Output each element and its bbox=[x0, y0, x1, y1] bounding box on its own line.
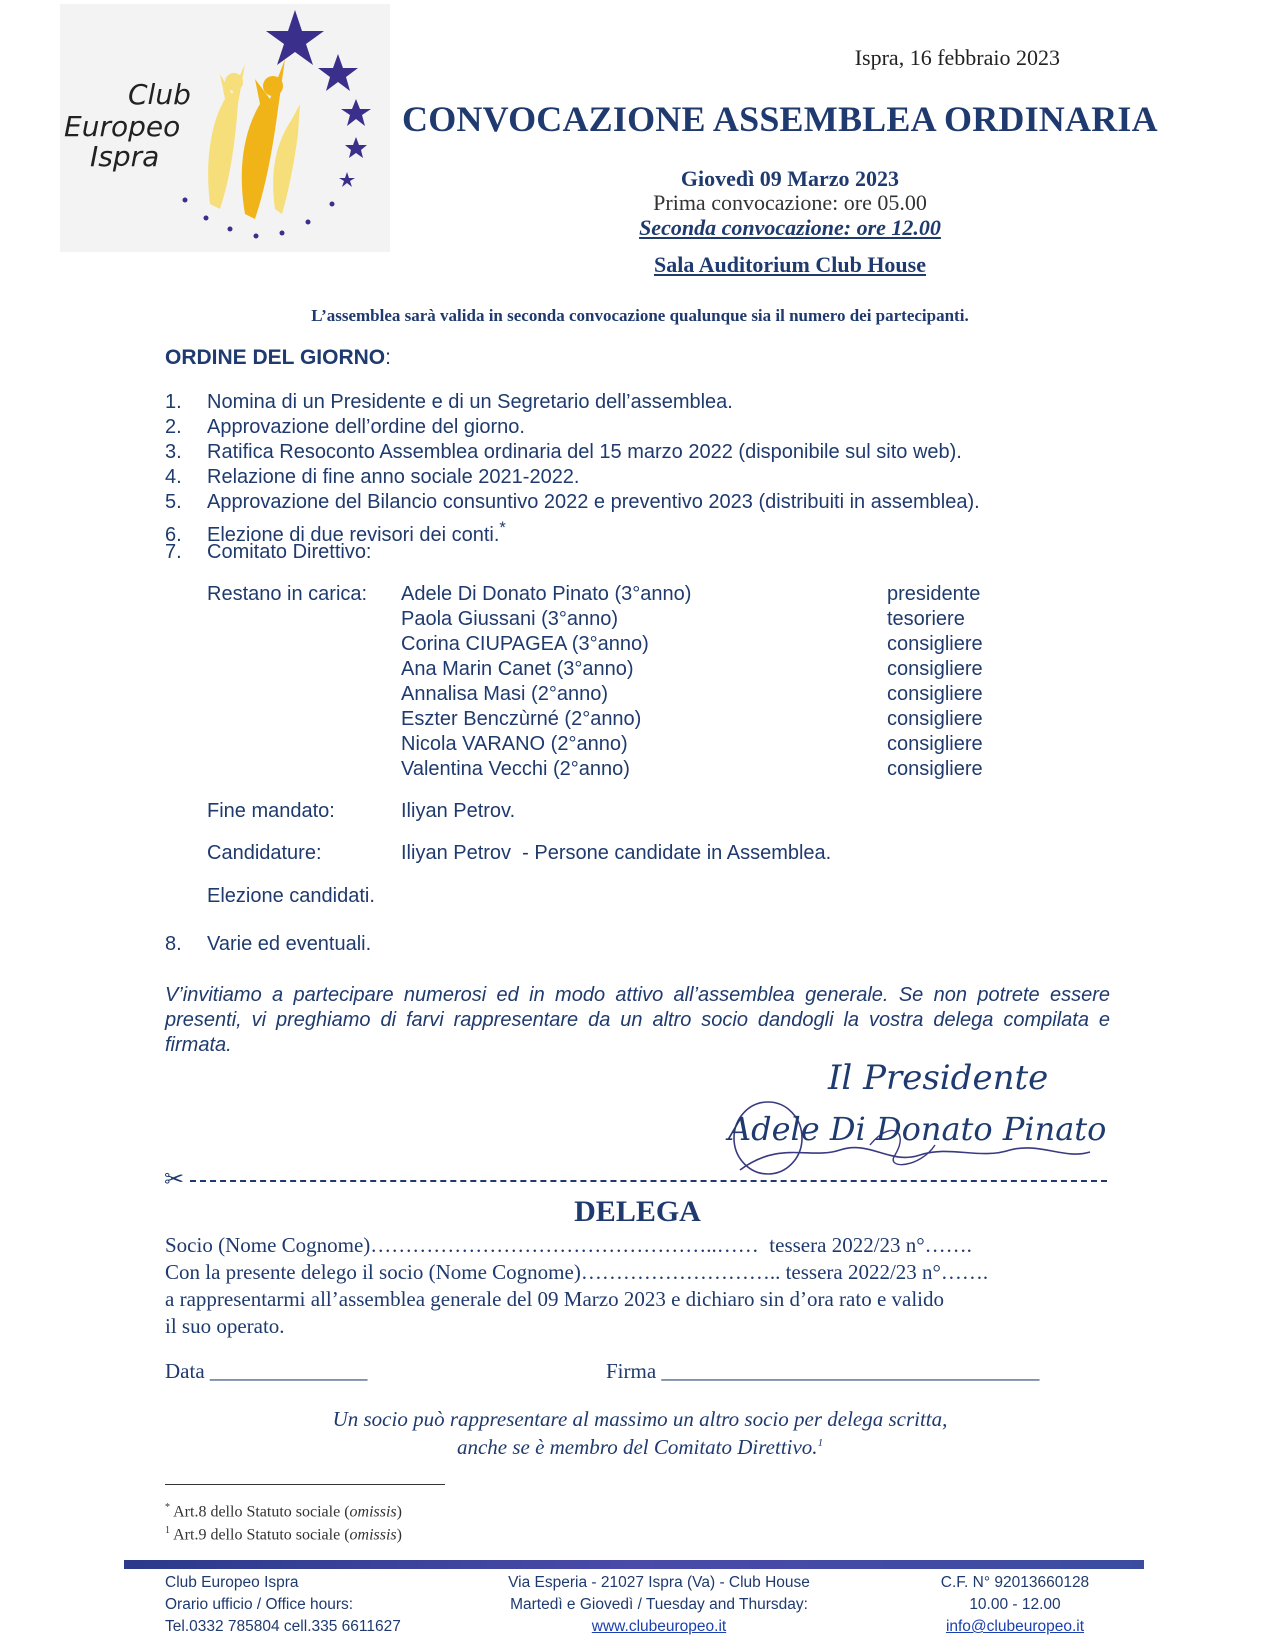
scissors-icon: ✂ bbox=[164, 1166, 185, 1193]
footnote-marker: * bbox=[499, 518, 506, 537]
agenda-item: 2. Approvazione dell’ordine del giorno. bbox=[165, 416, 525, 438]
footnote: * Art.8 dello Statuto sociale (omissis) bbox=[165, 1502, 402, 1521]
footer-address: Via Esperia - 21027 Ispra (Va) - Club House Martedì e Giovedì / Tuesday and Thursday: www.clubeuropeo.it bbox=[498, 1572, 820, 1638]
candidates-value: Iliyan Petrov - Persone candidate in Assemblea. bbox=[401, 842, 832, 864]
meeting-date: Giovedì 09 Marzo 2023 bbox=[680, 166, 900, 191]
delega-statement-end: il suo operato. bbox=[165, 1314, 285, 1338]
logo-text-ispra: Ispra bbox=[90, 140, 160, 173]
footnote-divider bbox=[165, 1484, 445, 1485]
delega-member-line: Socio (Nome Cognome)…………………………………………..…… tessera 2022/23 n°……. bbox=[165, 1233, 972, 1257]
agenda-item-8-number: 8. bbox=[165, 933, 182, 955]
agenda-heading: ORDINE DEL GIORNO: bbox=[165, 346, 391, 369]
agenda-item: 5. Approvazione del Bilancio consuntivo 2022 e preventivo 2023 (distribuiti in assemblea). bbox=[165, 491, 980, 513]
cut-line-divider bbox=[190, 1180, 1107, 1182]
footnote-marker: 1 bbox=[817, 1437, 824, 1449]
logo-star bbox=[341, 99, 371, 126]
footer-contact: Club Europeo Ispra Orario ufficio / Office hours: Tel.0332 785804 cell.335 6611627 bbox=[165, 1574, 401, 1635]
president-name: Adele Di Donato Pinato bbox=[728, 1110, 1107, 1148]
end-mandate-value: Iliyan Petrov. bbox=[401, 800, 516, 822]
date-field: Data _______________ bbox=[165, 1359, 368, 1383]
website-link[interactable]: www.clubeuropeo.it bbox=[591, 1618, 727, 1635]
board-row: Nicola VARANO (2°anno) consigliere bbox=[401, 733, 983, 755]
document-date: Ispra, 16 febbraio 2023 bbox=[854, 45, 1060, 70]
logo-star-large bbox=[266, 10, 324, 65]
proxy-note bbox=[240, 1407, 1040, 1459]
signature-field: Firma ____________________________________ bbox=[606, 1359, 1040, 1383]
agenda-item: 4. Relazione di fine anno sociale 2021-2022. bbox=[165, 466, 580, 488]
delega-proxy-line: Con la presente delego il socio (Nome Cognome)……………………….. tessera 2022/23 n°……. bbox=[165, 1260, 989, 1284]
footnote: $^1$ Art.9 dello Statuto sociale (omissis) bbox=[165, 1525, 402, 1544]
agenda-item: 3. Ratifica Resoconto Assemblea ordinaria del 15 marzo 2022 (disponibile sul sito web). bbox=[165, 441, 962, 463]
agenda-list bbox=[165, 390, 1145, 565]
second-call-time: Seconda convocazione: ore 12.00 bbox=[639, 215, 941, 240]
agenda-item-8-text: Varie ed eventuali. bbox=[207, 933, 372, 955]
board-members-table bbox=[207, 582, 1107, 782]
board-row: Eszter Benczùrné (2°anno) consigliere bbox=[401, 708, 983, 730]
validity-notice: L’assemblea sarà valida in seconda convocazione qualunque sia il numero dei partecipanti. bbox=[311, 306, 969, 325]
board-row: Paola Giussani (3°anno) tesoriere bbox=[401, 608, 965, 630]
candidates-label: Candidature: bbox=[207, 842, 322, 864]
agenda-item: 1. Nomina di un Presidente e di un Segretario dell’assemblea. bbox=[165, 391, 733, 413]
first-call-time: Prima convocazione: ore 05.00 bbox=[653, 190, 927, 215]
president-title: Il Presidente bbox=[828, 1058, 1049, 1098]
board-row: Ana Marin Canet (3°anno) consigliere bbox=[401, 658, 983, 680]
delega-heading: DELEGA bbox=[574, 1195, 701, 1228]
invitation-paragraph: V’invitiamo a partecipare numerosi ed in modo attivo all’assemblea generale. Se non potrete essere presenti, vi preghiamo di farvi rappresentare da un altro socio dandogli la vostra delega compilata e firmata. bbox=[165, 984, 1110, 1056]
board-row: Valentina Vecchi (2°anno) consigliere bbox=[401, 758, 983, 780]
logo-text-europeo: Europeo bbox=[64, 110, 181, 143]
board-row: Annalisa Masi (2°anno) consigliere bbox=[401, 683, 983, 705]
proxy-note-line1: Un socio può rappresentare al massimo un altro socio per delega scritta, bbox=[332, 1407, 948, 1431]
logo-text-club: Club bbox=[128, 78, 191, 111]
meeting-venue: Sala Auditorium Club House bbox=[653, 252, 926, 277]
agenda-item: 7. Comitato Direttivo: bbox=[165, 541, 372, 563]
footer-bar bbox=[124, 1560, 1144, 1569]
logo-star bbox=[345, 137, 367, 158]
email-link[interactable]: info@clubeuropeo.it bbox=[945, 1618, 1085, 1635]
footer-fiscal: C.F. N° 92013660128 10.00 - 12.00 info@clubeuropeo.it bbox=[930, 1572, 1100, 1638]
board-row: Restano in carica: Adele Di Donato Pinato (3°anno) presidente bbox=[207, 583, 981, 605]
page-title: CONVOCAZIONE ASSEMBLEA ORDINARIA bbox=[402, 99, 1158, 139]
board-label: Restano in carica: bbox=[207, 583, 368, 605]
end-mandate-label: Fine mandato: bbox=[207, 800, 335, 822]
agenda-item: 6. Elezione di due revisori dei conti.* bbox=[165, 518, 506, 546]
logo-star bbox=[318, 54, 358, 91]
proxy-note-line2: anche se è membro del Comitato Direttivo.$^1$ bbox=[456, 1435, 824, 1459]
club-logo bbox=[60, 4, 390, 252]
delega-statement-line: a rappresentarmi all’assemblea generale del 09 Marzo 2023 e dichiaro sin d’ora rato e valido bbox=[165, 1287, 945, 1311]
election-line: Elezione candidati. bbox=[207, 885, 375, 907]
board-row: Corina CIUPAGEA (3°anno) consigliere bbox=[401, 633, 983, 655]
